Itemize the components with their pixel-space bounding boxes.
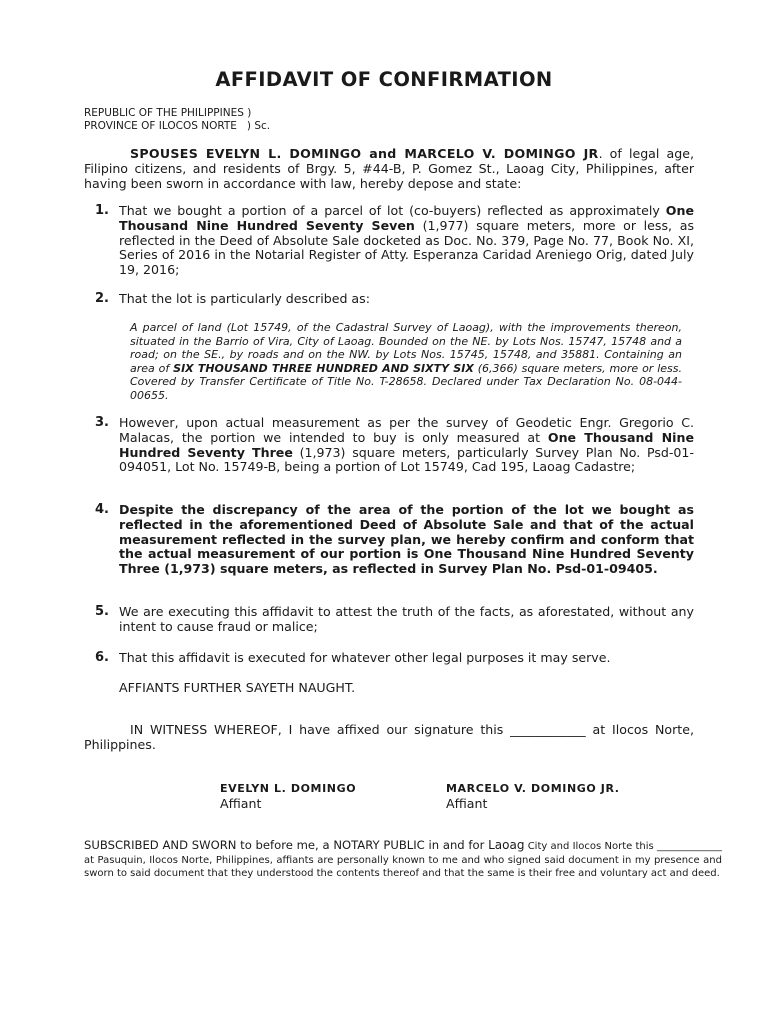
signatory-name: MARCELO V. DOMINGO JR: [446, 782, 615, 795]
paragraph-text: (1,973) square meters, particularly Survey Plan No. Psd-01-094051, Lot No. 15749-B, being a portion of Lot 15749, Cad 195, Laoag Cadastre;: [119, 444, 694, 475]
paragraph-1: [95, 204, 694, 278]
document-title: AFFIDAVIT OF CONFIRMATION: [215, 68, 553, 91]
intro-paragraph: [84, 146, 694, 191]
paragraph-text: We are executing this affidavit to attest the truth of the facts, as aforestated, without any intent to cause fraud or malice;: [119, 604, 694, 634]
paragraph-2: [95, 292, 694, 307]
paragraph-5: [95, 605, 694, 635]
jurat-text: City and Ilocos Norte this _____________ at Pasuquin, Ilocos Norte, Philippines, affiants are personally known to me and who signed said document in my presence and sworn to said document that they understood the contents thereof and that the same is their free and voluntary act and deed.: [84, 841, 723, 879]
signatory-name: EVELYN L. DOMINGO: [220, 782, 357, 795]
paragraph-number: 2.: [95, 291, 109, 306]
area-words: One Thousand Nine Hundred Seventy Three: [119, 429, 694, 460]
lot-description-text: (6,366) square meters, more or less. Covered by Transfer Certificate of Title No. T-28658. Declared under Tax Declaration No. 08-044-00655.: [130, 361, 682, 402]
paragraph-text: That this affidavit is executed for whatever other legal purposes it may serve.: [119, 650, 611, 665]
paragraph-text: However, upon actual measurement as per the survey of Geodetic Engr. Gregorio C. Malacas, the portion we intended to buy is only measured at: [119, 415, 694, 445]
paragraph-number: 1.: [95, 203, 109, 218]
paragraph-number: 4.: [95, 502, 109, 517]
notary-jurat: [84, 839, 722, 881]
area-words: One Thousand Nine Hundred Seventy Seven: [119, 203, 694, 233]
witness-paragraph: [84, 722, 694, 752]
jurat-lead: SUBSCRIBED AND SWORN to before me, a NOTARY PUBLIC in and for: [84, 838, 489, 852]
signature-block-evelyn: [220, 781, 356, 811]
paragraph-4: [95, 503, 694, 577]
paragraph-text: That we bought a portion of a parcel of lot (co-buyers) reflected as approximately: [119, 203, 666, 218]
witness-text: IN WITNESS WHEREOF, I have affixed our signature this ____________ at Ilocos Norte, Philippines.: [84, 722, 694, 752]
paragraph-3: [95, 416, 694, 475]
affiant-names: SPOUSES EVELYN L. DOMINGO and MARCELO V. DOMINGO JR: [130, 146, 599, 161]
signatory-role: Affiant: [220, 796, 262, 811]
lot-area-words: SIX THOUSAND THREE HUNDRED AND SIXTY SIX: [173, 361, 474, 375]
intro-text: . of legal age, Filipino citizens, and residents of Brgy. 5, #44-B, P. Gomez St., Laoag City, Philippines, after having been sworn in accordance with law, hereby depose and state:: [84, 146, 694, 191]
paragraph-number: 6.: [95, 650, 109, 665]
paragraph-text: Despite the discrepancy of the area of the portion of the lot we bought as reflected in the aforementioned Deed of Absolute Sale and that of the actual measurement reflected in the survey plan, we hereby confirm and conform that the actual measurement of our portion is One Thousand Nine Hundred Seventy Three (1,973) square meters, as reflected in Survey Plan No. Psd-01-09405.: [119, 502, 694, 577]
jurat-city: Laoag: [488, 838, 525, 852]
signatory-name-suffix: .: [614, 782, 620, 795]
paragraph-text: That the lot is particularly described as:: [119, 291, 370, 306]
paragraph-text: (1,977) square meters, more or less, as reflected in the Deed of Absolute Sale docketed as Doc. No. 379, Page No. 77, Book No. XI, Series of 2016 in the Notarial Register of Atty. Esperanza Caridad Areniego Orig, dated July 19, 2016;: [119, 217, 694, 278]
lot-description-text: A parcel of land (Lot 15749, of the Cadastral Survey of Laoag), with the improvements thereon, situated in the Barrio of Vira, City of Laoag. Bounded on the NE. by Lots Nos. 15747, 15748 and a road; on the SE., by roads and on the NW. by Lots Nos. 15745, 15748, and 35881. Containing an area of: [130, 321, 682, 375]
paragraph-6: [95, 651, 694, 666]
paragraph-number: 3.: [95, 415, 109, 430]
venue-line-republic: REPUBLIC OF THE PHILIPPINES ): [84, 107, 252, 119]
venue-line-province: PROVINCE OF ILOCOS NORTE ) Sc.: [84, 120, 271, 132]
lot-description: [130, 321, 682, 402]
affiants-further-line: AFFIANTS FURTHER SAYETH NAUGHT.: [119, 680, 356, 695]
signatory-role: Affiant: [446, 796, 488, 811]
venue-block: [84, 107, 270, 133]
signature-block-marcelo: [446, 781, 620, 811]
paragraph-number: 5.: [95, 604, 109, 619]
